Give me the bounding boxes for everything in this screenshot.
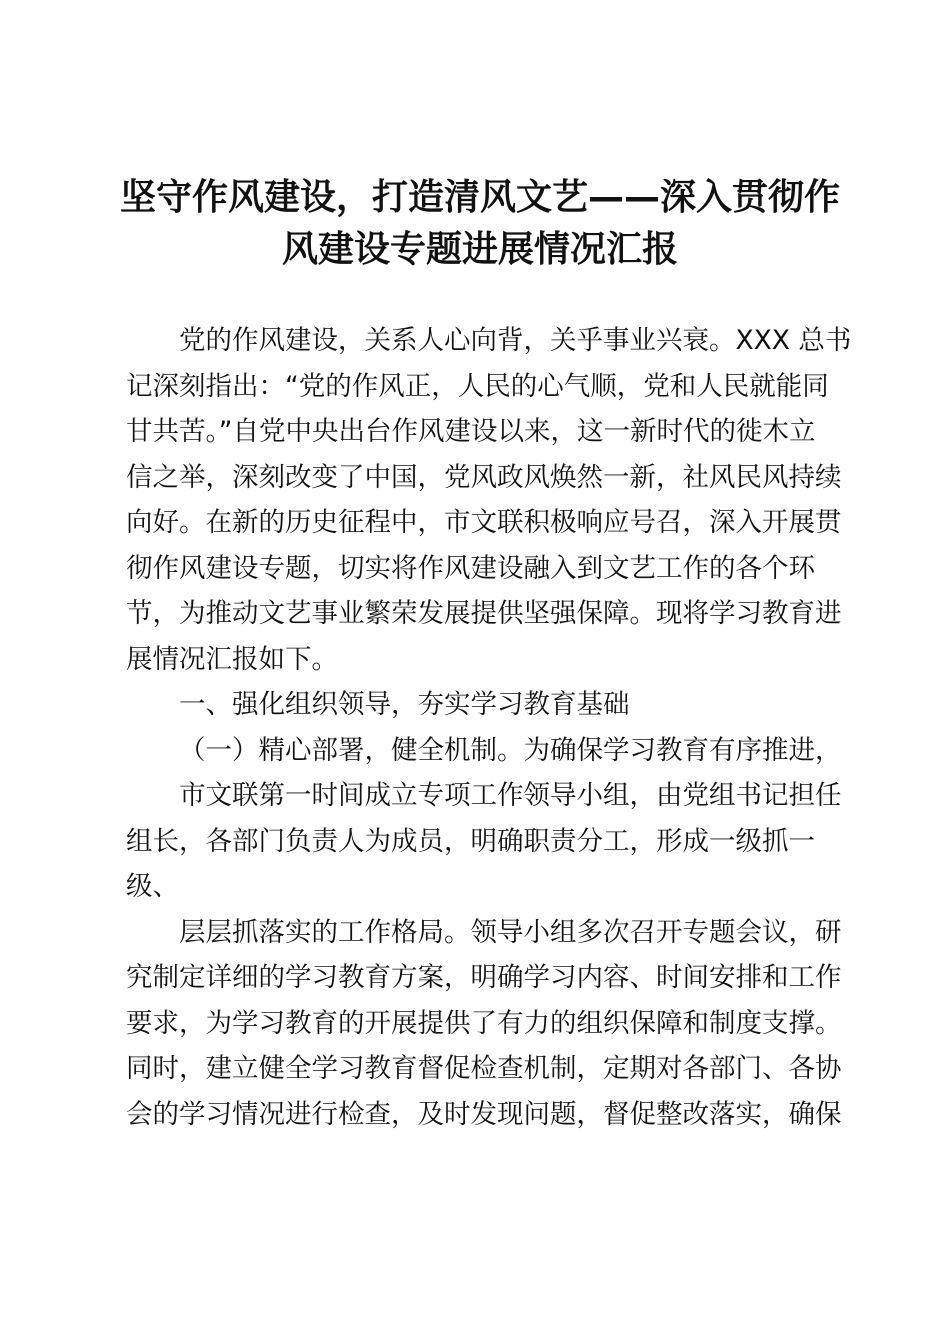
title-line-2: 风建设专题进展情况汇报 [281, 229, 678, 270]
section-heading-1: 一、强化组织领导，夯实学习教育基础 [179, 689, 630, 720]
body-line-6: 彻作风建设专题，切实将作风建设融入到文艺工作的各个环 [126, 552, 815, 584]
body-line-5: 向好。在新的历史征程中，市文联积极响应号召，深入开展贯 [126, 507, 842, 538]
body-line-7: 节，为推动文艺事业繁荣发展提供坚强保障。现将学习教育进 [126, 598, 842, 629]
document-title [110, 172, 850, 276]
title-line-1: 坚守作风建设，打造清风文艺——深入贯彻作 [119, 177, 840, 218]
body-line-12: 组长，各部门负责人为成员，明确职责分工，形成一级抓一 [126, 825, 815, 857]
body-line-1: 党的作风建设，关系人心向背，关乎事业兴衰。XXX 总书 [179, 325, 852, 356]
body-line-18: 会的学习情况进行检查，及时发现问题，督促整改落实，确保 [126, 1098, 842, 1130]
body-line-11: 市文联第一时间成立专项工作领导小组，由党组书记担任 [179, 780, 842, 811]
body-line-17: 同时，建立健全学习教育督促检查机制，定期对各部门、各协 [126, 1053, 842, 1084]
body-line-13: 级、 [126, 871, 179, 902]
body-line-15: 究制定详细的学习教育方案，明确学习内容、时间安排和工作 [126, 962, 842, 993]
body-line-8: 展情况汇报如下。 [126, 643, 338, 675]
document-body [126, 318, 852, 1137]
body-line-14: 层层抓落实的工作格局。领导小组多次召开专题会议，研 [179, 916, 842, 948]
body-line-3: 甘共苦。”自党中央出台作风建设以来，这一新时代的徙木立 [126, 416, 816, 447]
subsection-heading-1: （一）精心部署，健全机制。为确保学习教育有序推进， [179, 734, 842, 766]
body-line-2: 记深刻指出：“党的作风正，人民的心气顺，党和人民就能同 [126, 370, 829, 402]
body-line-4: 信之举，深刻改变了中国，党风政风焕然一新，社风民风持续 [126, 461, 842, 493]
body-line-16: 要求，为学习教育的开展提供了有力的组织保障和制度支撑。 [126, 1007, 842, 1039]
